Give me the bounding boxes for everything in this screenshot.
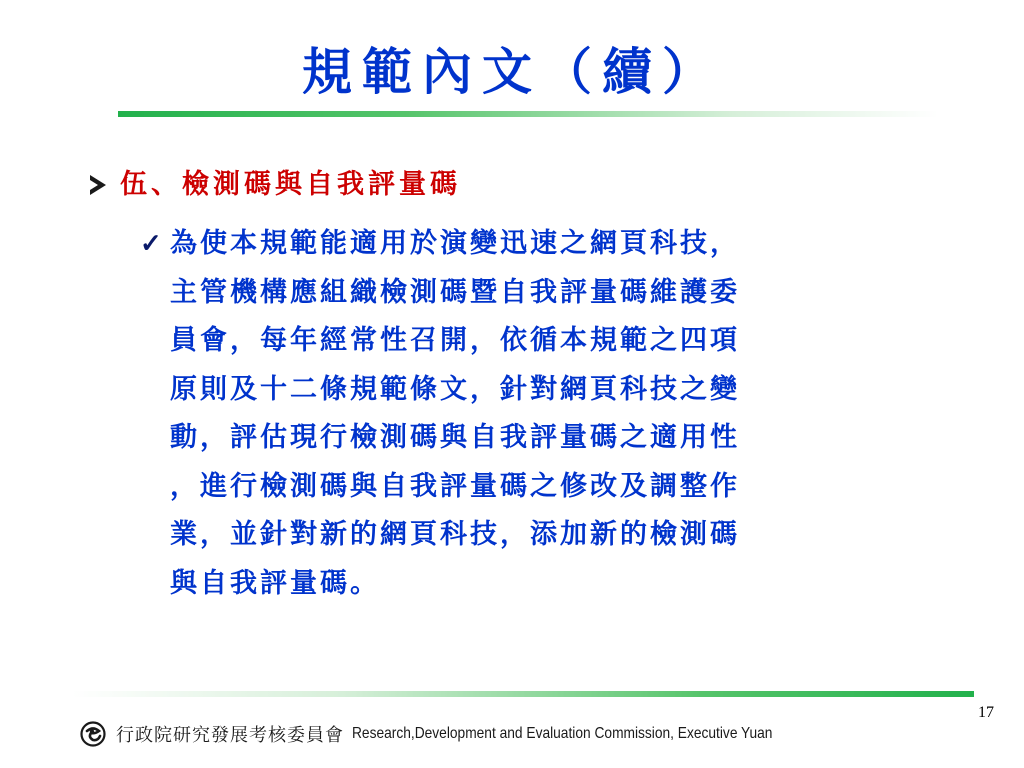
org-name-en: Research,Development and Evaluation Commission, Executive Yuan bbox=[352, 725, 773, 742]
body-line: 原則及十二條規範條文，針對網頁科技之變 bbox=[170, 373, 740, 405]
body-line: 員會，每年經常性召開，依循本規範之四項 bbox=[170, 325, 740, 356]
body-line: 與自我評量碼。 bbox=[170, 567, 380, 599]
body-line: ，進行檢測碼與自我評量碼之修改及調整作 bbox=[170, 470, 740, 502]
body-line: 業，並針對新的網頁科技，添加新的檢測碼 bbox=[170, 519, 740, 550]
footer bbox=[80, 716, 841, 752]
body-line: 主管機構應組織檢測碼暨自我評量碼維護委 bbox=[170, 276, 740, 308]
checkmark-icon: ✓ bbox=[140, 229, 162, 259]
body-paragraph bbox=[170, 220, 940, 608]
slide-title: 規範內文（續） bbox=[302, 42, 722, 101]
heading-bullet bbox=[90, 165, 461, 205]
title-divider bbox=[118, 111, 938, 117]
arrow-bullet-icon bbox=[90, 175, 106, 195]
rdec-logo-icon bbox=[80, 721, 106, 747]
footer-divider bbox=[72, 691, 974, 697]
body-line: 動，評估現行檢測碼與自我評量碼之適用性 bbox=[170, 422, 740, 453]
body-line: 為使本規範能適用於演變迅速之網頁科技， bbox=[170, 228, 740, 259]
org-name-zh: 行政院研究發展考核委員會 bbox=[116, 725, 344, 746]
body-bullet bbox=[140, 220, 940, 608]
section-heading: 伍、檢測碼與自我評量碼 bbox=[120, 169, 461, 200]
page-number: 17 bbox=[978, 704, 994, 721]
